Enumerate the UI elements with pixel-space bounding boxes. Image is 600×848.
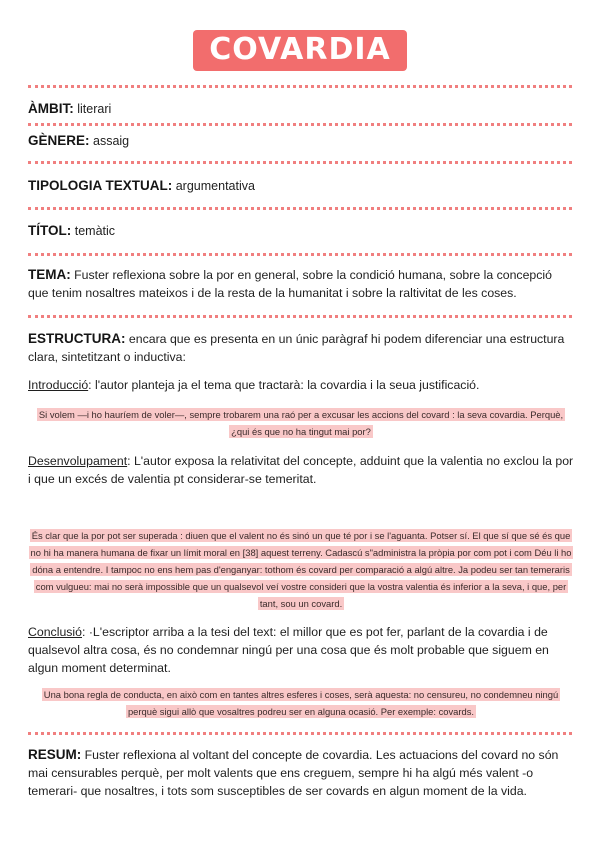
resum-label: RESUM: (28, 747, 82, 762)
ambit-line (28, 100, 574, 118)
page-title: COVARDIA (193, 30, 407, 71)
conclusio-paragraph (28, 623, 574, 677)
introduccio-text: : l'autor planteja ja el tema que tractarà: la covardia i la seua justificació. (88, 378, 480, 392)
genere-value: assaig (93, 134, 130, 148)
tipologia-label: TIPOLOGIA TEXTUAL: (28, 178, 173, 193)
conclusio-quote (28, 686, 574, 720)
desenvolupament-quote (28, 527, 574, 612)
tipologia-value: argumentativa (175, 179, 255, 193)
desenvolupament-quote-text: És clar que la por pot ser superada : diuen que el valent no és sinó un que té por i se l'aguanta. Potser sí. El que sí que sé és que no hi ha manera humana de fixar un límit moral en [38] aquest terreny. Cadascú s"administra la pròpia por com pot i com Déu li ho dóna a entendre. I tampoc no ens hem pas d'enganyar: tothom és covard per comparació a algú altre. Ja podeu ser tan temeraris com vulgueu: mai no serà impossible que un qualsevol veí vostre consideri que la vostra valentia és inferior a la seva, i que, per tant, sou un covard. (30, 530, 572, 609)
conclusio-quote-text: Una bona regla de conducta, en això com en tantes altres esferes i coses, serà aquesta: no censureu, no condemneu ningú perquè sigui allò que vosaltres podreu ser en alguna ocasió. Per exemple: covards. (43, 689, 559, 717)
introduccio-paragraph (28, 376, 574, 394)
ambit-label: ÀMBIT: (28, 101, 74, 116)
resum-text: Fuster reflexiona al voltant del concepte de covardia. Les actuacions del covard no són mai censurables perquè, per molt valents que ens creguem, sempre hi ha algú més valent -o temerari- que nosaltres, i tots som susceptibles de ser covards en algun moment de la vida. (28, 748, 559, 798)
dotted-divider (28, 253, 572, 256)
dotted-divider (28, 85, 572, 88)
tipologia-line (28, 177, 574, 195)
tema-paragraph (28, 266, 574, 302)
tema-text: Fuster reflexiona sobre la por en general, sobre la condició humana, sobre la concepció que tenim nosaltres mateixos i de la resta de la humanitat i sobre la raltivitat de les coses. (28, 268, 552, 300)
introduccio-quote-text: Si volem —i ho hauríem de voler—, sempre trobarem una raó per a excusar les accions del covard : la seva covardia. Perquè, ¿qui és que no ha tingut mai por? (38, 409, 564, 437)
titol-label: TÍTOL: (28, 223, 72, 238)
titol-value: temàtic (74, 224, 116, 238)
introduccio-label: Introducció (28, 378, 89, 392)
conclusio-text: : ·L'escriptor arriba a la tesi del text: el millor que es pot fer, parlant de la covardia i de qualsevol altra cosa, és no condemnar ningú per una cosa que és molt probable que siguem en algun moment determinat. (28, 625, 549, 675)
dotted-divider (28, 732, 572, 735)
tema-label: TEMA: (28, 267, 71, 282)
desenvolupament-label: Desenvolupament (28, 454, 128, 468)
ambit-value: literari (77, 102, 112, 116)
estructura-paragraph (28, 330, 574, 366)
dotted-divider (28, 207, 572, 210)
dotted-divider (28, 161, 572, 164)
dotted-divider (28, 123, 572, 126)
estructura-label: ESTRUCTURA: (28, 331, 126, 346)
genere-line (28, 132, 574, 150)
desenvolupament-paragraph (28, 452, 574, 488)
titol-line (28, 222, 574, 240)
desenvolupament-text: : L'autor exposa la relativitat del concepte, adduint que la valentia no exclou la por i que un excés de valentia pt considerar-se temeritat. (28, 454, 574, 486)
resum-paragraph (28, 746, 574, 800)
dotted-divider (28, 315, 572, 318)
conclusio-label: Conclusió (28, 625, 82, 639)
introduccio-quote (28, 406, 574, 440)
genere-label: GÈNERE: (28, 133, 90, 148)
title-container (0, 30, 600, 71)
estructura-text: encara que es presenta en un únic paràgraf hi podem diferenciar una estructura clara, sintetitzant o inductiva: (28, 332, 565, 364)
